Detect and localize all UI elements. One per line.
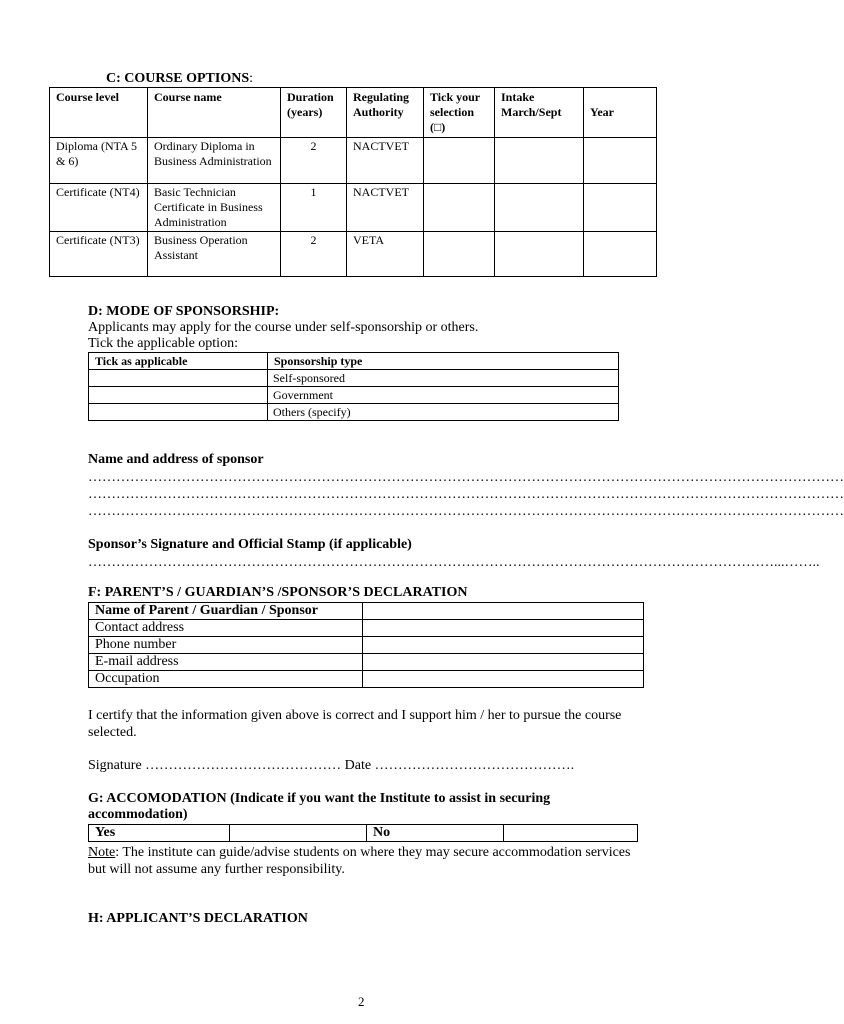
yes-tick-cell[interactable]	[230, 825, 367, 842]
sponsor-address-line-2[interactable]: ………………………………………………………………………………………………………………………………………………	[88, 487, 844, 502]
course-level-cell: Certificate (NT4)	[50, 184, 148, 232]
course-name-cell: Basic Technician Certificate in Business Administration	[148, 184, 281, 232]
col-header-authority: Regulating Authority	[347, 88, 424, 138]
table-row	[89, 404, 619, 421]
section-c-colon: :	[249, 71, 254, 86]
parent-guardian-table	[88, 602, 644, 688]
intake-cell[interactable]	[495, 232, 584, 277]
field-label: E-mail address	[89, 654, 363, 671]
tick-selection-cell[interactable]	[424, 184, 495, 232]
field-value[interactable]	[363, 620, 644, 637]
sponsorship-instructions: Applicants may apply for the course under self-sponsorship or others.	[88, 320, 479, 335]
col-header-intake: Intake March/Sept	[495, 88, 584, 138]
signature-date-line[interactable]: Signature …………………………………… Date …………………………………….	[88, 758, 575, 773]
duration-cell: 2	[281, 138, 347, 184]
field-value[interactable]	[363, 603, 644, 620]
table-row	[50, 232, 657, 277]
col-header-duration: Duration (years)	[281, 88, 347, 138]
sponsorship-type-cell: Others (specify)	[268, 404, 619, 421]
tick-box-symbol: (□)	[430, 120, 446, 134]
sponsor-signature-line[interactable]: …………………………………………………………………………………………………………………………………...……..	[88, 555, 820, 570]
sponsorship-type-cell: Self-sponsored	[268, 370, 619, 387]
course-level-cell: Diploma (NTA 5 & 6)	[50, 138, 148, 184]
tick-cell[interactable]	[89, 370, 268, 387]
field-value[interactable]	[363, 671, 644, 688]
course-name-cell: Ordinary Diploma in Business Administration	[148, 138, 281, 184]
tick-selection-cell[interactable]	[424, 138, 495, 184]
table-row	[89, 671, 644, 688]
certification-statement: I certify that the information given above is correct and I support him / her to pursue the course selected.	[88, 708, 622, 740]
no-tick-cell[interactable]	[504, 825, 638, 842]
duration-cell: 2	[281, 232, 347, 277]
table-row	[89, 370, 619, 387]
note-label: Note	[88, 845, 116, 860]
table-row	[50, 184, 657, 232]
yes-label: Yes	[89, 825, 230, 842]
col-header-course-name: Course name	[148, 88, 281, 138]
authority-cell: VETA	[347, 232, 424, 277]
duration-cell: 1	[281, 184, 347, 232]
field-label: Name of Parent / Guardian / Sponsor	[89, 603, 363, 620]
course-name-cell: Business Operation Assistant	[148, 232, 281, 277]
sponsor-name-label: Name and address of sponsor	[88, 452, 264, 467]
sponsorship-header-row	[89, 353, 619, 370]
course-options-table	[49, 87, 657, 277]
col-header-course-level: Course level	[50, 88, 148, 138]
intake-cell[interactable]	[495, 138, 584, 184]
year-cell[interactable]	[584, 138, 657, 184]
table-row	[89, 637, 644, 654]
table-row	[89, 620, 644, 637]
field-label: Contact address	[89, 620, 363, 637]
section-c-title	[106, 71, 253, 87]
sponsorship-table	[88, 352, 619, 421]
accommodation-table	[88, 824, 638, 842]
no-label: No	[367, 825, 504, 842]
page-number: 2	[358, 994, 365, 1009]
sponsor-signature-label: Sponsor’s Signature and Official Stamp (if applicable)	[88, 537, 412, 552]
authority-cell: NACTVET	[347, 184, 424, 232]
col-header-tick: Tick as applicable	[89, 353, 268, 370]
section-c-title-text: C: COURSE OPTIONS	[106, 71, 250, 86]
tick-selection-label: Tick your selection	[430, 90, 480, 119]
table-row	[89, 387, 619, 404]
field-value[interactable]	[363, 654, 644, 671]
table-row	[89, 825, 638, 842]
col-header-tick-selection	[424, 88, 495, 138]
course-level-cell: Certificate (NT3)	[50, 232, 148, 277]
intake-cell[interactable]	[495, 184, 584, 232]
authority-cell: NACTVET	[347, 138, 424, 184]
section-d-title: D: MODE OF SPONSORSHIP:	[88, 304, 280, 319]
note-text: : The institute can guide/advise students on where they may secure accommodation services but will not assume any further responsibility.	[88, 845, 631, 877]
sponsor-address-line-3[interactable]: ………………………………………………………………………………………………………………………………………………	[88, 504, 844, 519]
tick-option-instruction: Tick the applicable option:	[88, 336, 238, 351]
col-header-year: Year	[584, 88, 657, 138]
course-table-header-row	[50, 88, 657, 138]
accommodation-note	[88, 844, 648, 878]
field-label: Occupation	[89, 671, 363, 688]
sponsor-address-line-1[interactable]: ………………………………………………………………………………………………………………………………………………	[88, 470, 844, 485]
sponsorship-type-cell: Government	[268, 387, 619, 404]
tick-cell[interactable]	[89, 387, 268, 404]
col-header-sponsorship-type: Sponsorship type	[268, 353, 619, 370]
section-g-title: G: ACCOMODATION (Indicate if you want the Institute to assist in securing accommodation)	[88, 791, 551, 822]
section-h-title: H: APPLICANT’S DECLARATION	[88, 911, 308, 926]
tick-selection-cell[interactable]	[424, 232, 495, 277]
field-label: Phone number	[89, 637, 363, 654]
year-cell[interactable]	[584, 184, 657, 232]
table-row	[50, 138, 657, 184]
table-row	[89, 603, 644, 620]
year-cell[interactable]	[584, 232, 657, 277]
section-f-title: F: PARENT’S / GUARDIAN’S /SPONSOR’S DECLARATION	[88, 585, 468, 600]
field-value[interactable]	[363, 637, 644, 654]
tick-cell[interactable]	[89, 404, 268, 421]
table-row	[89, 654, 644, 671]
